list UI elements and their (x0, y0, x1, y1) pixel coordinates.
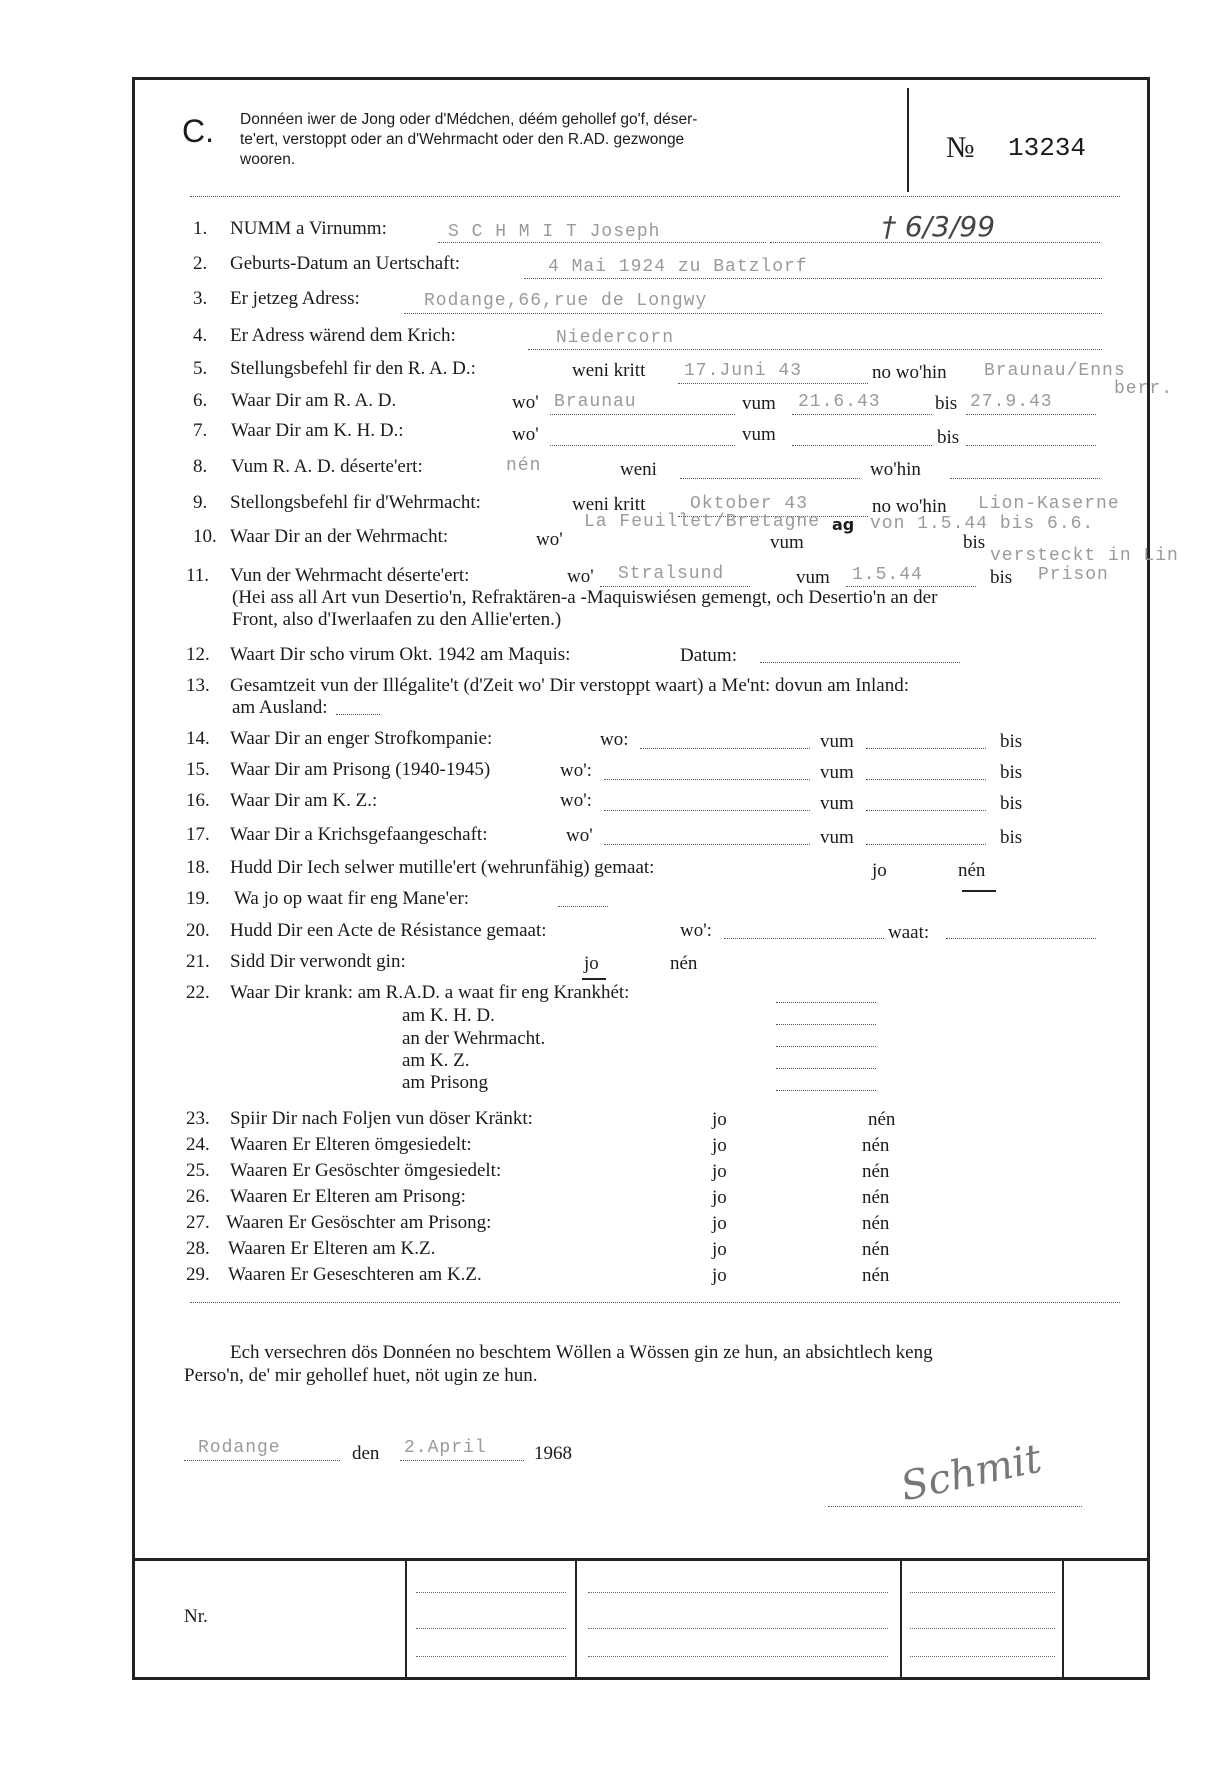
f1-line (438, 242, 766, 243)
f1-value: S C H M I T Joseph (448, 222, 661, 242)
f13-num: 13. (186, 675, 210, 696)
signature-den: den (352, 1443, 380, 1464)
footer-top-rule (132, 1558, 1147, 1561)
f18-label: Hudd Dir Iech selwer mutille'ert (wehrunfähig) gemaat: (230, 857, 655, 878)
f5-label: Stellungsbefehl fir den R. A. D.: (230, 358, 476, 379)
f11-num: 11. (186, 565, 210, 586)
f3-line (404, 313, 1102, 314)
f28-label: Waaren Er Elteren am K.Z. (228, 1238, 436, 1259)
f9-weni: weni kritt (572, 494, 646, 515)
f27-nen: nén (862, 1213, 890, 1234)
f18-nen-underline (962, 890, 996, 892)
f18-nen: nén (958, 860, 986, 881)
f14-label: Waar Dir an enger Strofkompanie: (230, 728, 493, 749)
f27-num: 27. (186, 1212, 210, 1233)
f20-label: Hudd Dir een Acte de Résistance gemaat: (230, 920, 547, 941)
f8-label: Vum R. A. D. déserte'ert: (231, 456, 423, 477)
f13-ausland: am Ausland: (232, 697, 328, 718)
f24-nen: nén (862, 1135, 890, 1156)
f3-num: 3. (193, 288, 208, 309)
f21-nen: nén (670, 953, 698, 974)
f26-label: Waaren Er Elteren am Prisong: (230, 1186, 466, 1207)
f16-wo-line (604, 810, 810, 811)
f11-wo: wo' (567, 566, 594, 587)
f20-num: 20. (186, 920, 210, 941)
footer-col3 (900, 1560, 902, 1678)
f6-wo-line (550, 414, 735, 415)
footer-cell-line (588, 1656, 888, 1657)
f12-label: Waart Dir scho virum Okt. 1942 am Maquis: (230, 644, 571, 665)
f29-num: 29. (186, 1264, 210, 1285)
f23-jo: jo (712, 1109, 727, 1130)
f26-jo: jo (712, 1187, 727, 1208)
f5-overflow: berr. (1114, 379, 1174, 399)
f17-vum-line (866, 844, 986, 845)
footer-col2 (575, 1560, 577, 1678)
f4-value: Niedercorn (556, 328, 675, 348)
f8-weni: weni (620, 459, 657, 480)
f11-vum: vum (796, 567, 830, 588)
f10-wo-value: La Feuillet/Bretagne (584, 512, 821, 532)
f9-num: 9. (193, 492, 208, 513)
f17-wo-line (604, 844, 810, 845)
f8-wohin-line (950, 478, 1100, 479)
f9-label: Stellongsbefehl fir d'Wehrmacht: (230, 492, 481, 513)
f2-line (524, 278, 1102, 279)
f10-num: 10. (193, 526, 217, 547)
f2-label: Geburts-Datum an Uertschaft: (230, 253, 461, 274)
footer-cell-line (910, 1656, 1055, 1657)
f22-line1 (776, 1002, 876, 1003)
f8-wohin: wo'hin (870, 459, 921, 480)
f6-wo-value: Braunau (554, 392, 637, 412)
f14-wo: wo: (600, 729, 629, 750)
f2-value: 4 Mai 1924 zu Batzlorf (548, 257, 808, 277)
f17-vum: vum (820, 827, 854, 848)
f10-ag: ag (832, 515, 855, 534)
f20-wo-line (724, 938, 884, 939)
footer-cell-line (588, 1592, 888, 1593)
f10-wo: wo' (536, 529, 563, 550)
f22-label: Waar Dir krank: am R.A.D. a waat fir eng Krankhét: (230, 982, 630, 1003)
f11-vum-value: 1.5.44 (852, 565, 923, 585)
f7-bis: bis (937, 427, 960, 448)
f15-bis: bis (1000, 762, 1023, 783)
footer-nr-label: Nr. (184, 1606, 208, 1627)
f13-ausland-line (336, 714, 380, 715)
f22-line5 (776, 1090, 876, 1091)
footer-cell-line (910, 1628, 1055, 1629)
footer-cell-line (416, 1592, 566, 1593)
f28-num: 28. (186, 1238, 210, 1259)
f6-bis-value: 27.9.43 (970, 392, 1053, 412)
f6-vum: vum (742, 393, 776, 414)
f14-vum: vum (820, 731, 854, 752)
f17-wo: wo' (566, 825, 593, 846)
f2-num: 2. (193, 253, 208, 274)
footer-col1 (405, 1560, 407, 1678)
form-number: 13234 (1008, 133, 1087, 163)
f19-label: Wa jo op waat fir eng Mane'er: (234, 888, 470, 909)
f15-wo: wo': (560, 760, 592, 781)
f25-jo: jo (712, 1161, 727, 1182)
f17-bis: bis (1000, 827, 1023, 848)
f5-weni: weni kritt (572, 360, 646, 381)
f16-vum: vum (820, 793, 854, 814)
f14-bis: bis (1000, 731, 1023, 752)
footer-cell-line (910, 1592, 1055, 1593)
f6-vum-line (792, 414, 932, 415)
signature-place: Rodange (198, 1438, 281, 1458)
date-line (400, 1460, 524, 1461)
footer-cell-line (416, 1628, 566, 1629)
f8-weni-line (680, 478, 860, 479)
f24-num: 24. (186, 1134, 210, 1155)
f4-num: 4. (193, 325, 208, 346)
f22-line4 (776, 1068, 876, 1069)
f17-num: 17. (186, 824, 210, 845)
f10-vum: vum (770, 532, 804, 553)
f10-vum-value: von 1.5.44 bis 6.6. (870, 514, 1095, 534)
f6-label: Waar Dir am R. A. D. (231, 390, 397, 411)
f25-label: Waaren Er Gesöschter ömgesiedelt: (230, 1160, 502, 1181)
place-line (184, 1460, 340, 1461)
f15-wo-line (604, 779, 810, 780)
f23-label: Spiir Dir nach Foljen vun döser Kränkt: (230, 1108, 533, 1129)
header-underline (190, 196, 1120, 197)
f7-vum: vum (742, 424, 776, 445)
f4-line (528, 349, 1102, 350)
f15-label: Waar Dir am Prisong (1940-1945) (230, 759, 491, 780)
signature-line (828, 1506, 1082, 1507)
f16-bis: bis (1000, 793, 1023, 814)
f11-extra: versteckt in Lin (990, 546, 1179, 566)
f4-label: Er Adress wärend dem Krich: (230, 325, 456, 346)
f18-jo: jo (872, 860, 887, 881)
f11-extra2: Prison (1038, 565, 1109, 585)
f26-nen: nén (862, 1187, 890, 1208)
f16-wo: wo': (560, 790, 592, 811)
f3-value: Rodange,66,rue de Longwy (424, 291, 708, 311)
f16-vum-line (866, 810, 986, 811)
f22-num: 22. (186, 982, 210, 1003)
header-title-line3: wooren. (240, 151, 296, 168)
f11-label: Vun der Wehrmacht déserte'ert: (230, 565, 470, 586)
f14-wo-line (640, 748, 810, 749)
f15-num: 15. (186, 759, 210, 780)
f9-nowohin: no wo'hin (872, 496, 947, 517)
f10-label: Waar Dir an der Wehrmacht: (230, 526, 449, 547)
f6-vum-value: 21.6.43 (798, 392, 881, 412)
f8-num: 8. (193, 456, 208, 477)
f29-nen: nén (862, 1265, 890, 1286)
declaration-line2: Perso'n, de' mir gehollef huet, nöt ugin ze hun. (184, 1365, 538, 1386)
f20-wo: wo': (680, 920, 712, 941)
footer-col4 (1062, 1560, 1064, 1678)
f7-label: Waar Dir am K. H. D.: (231, 420, 404, 441)
f23-num: 23. (186, 1108, 210, 1129)
f7-wo: wo' (512, 424, 539, 445)
f11-wo-value: Stralsund (618, 564, 725, 584)
header-divider (907, 88, 909, 192)
number-label: № (946, 131, 975, 164)
f7-num: 7. (193, 420, 208, 441)
f27-jo: jo (712, 1213, 727, 1234)
header-title-line2: te'ert, verstoppt oder an d'Wehrmacht oder den R.AD. gezwonge (240, 131, 685, 148)
f7-wo-line (550, 445, 735, 446)
f22-sub3: am K. Z. (402, 1050, 470, 1071)
f14-num: 14. (186, 728, 210, 749)
f29-jo: jo (712, 1265, 727, 1286)
f21-num: 21. (186, 951, 210, 972)
f11-bis: bis (990, 567, 1013, 588)
f11-note1: (Hei ass all Art vun Desertio'n, Refraktären-a -Maquiswiésen gemengt, och Desertio'n an der (232, 587, 938, 608)
f28-jo: jo (712, 1239, 727, 1260)
f12-datum: Datum: (680, 645, 737, 666)
section-letter: C. (182, 113, 214, 149)
f7-vum-line (792, 445, 932, 446)
signature-date: 2.April (404, 1438, 487, 1458)
f24-jo: jo (712, 1135, 727, 1156)
f3-label: Er jetzeg Adress: (230, 288, 360, 309)
f21-jo: jo (584, 953, 599, 974)
f6-bis-line (966, 414, 1096, 415)
footer-cell-line (416, 1656, 566, 1657)
f27-label: Waaren Er Gesöschter am Prisong: (226, 1212, 492, 1233)
f25-nen: nén (862, 1161, 890, 1182)
f9-weni-value: Oktober 43 (690, 494, 809, 514)
f22-sub4: am Prisong (402, 1072, 489, 1093)
f9-nowohin-value: Lion-Kaserne (978, 494, 1120, 514)
f19-line (558, 906, 608, 907)
f25-num: 25. (186, 1160, 210, 1181)
f23-nen: nén (868, 1109, 896, 1130)
f5-nowohin: no wo'hin (872, 362, 947, 383)
footer-bottom-rule (132, 1677, 1147, 1680)
f8-value: nén (506, 456, 542, 476)
f24-label: Waaren Er Elteren ömgesiedelt: (230, 1134, 472, 1155)
f11-note2: Front, also d'Iwerlaafen zu den Allie'erten.) (232, 609, 562, 630)
f14-vum-line (866, 748, 986, 749)
f12-datum-line (760, 662, 960, 663)
signature: Schmit (896, 1435, 1046, 1511)
f19-num: 19. (186, 888, 210, 909)
f5-weni-value: 17.Juni 43 (684, 361, 803, 381)
f1-note: † 6/3/99 (882, 210, 996, 243)
f28-nen: nén (862, 1239, 890, 1260)
f10-bis: bis (963, 532, 986, 553)
f6-num: 6. (193, 390, 208, 411)
f15-vum: vum (820, 762, 854, 783)
f5-nowohin-value: Braunau/Enns (984, 361, 1126, 381)
f16-num: 16. (186, 790, 210, 811)
f21-jo-underline (582, 978, 606, 980)
header-title-line1: Donnéen iwer de Jong oder d'Médchen, déém gehollef go'f, déser- (240, 111, 698, 128)
f20-waat: waat: (888, 922, 930, 943)
f6-wo: wo' (512, 392, 539, 413)
f12-num: 12. (186, 644, 210, 665)
top-rule (132, 77, 1147, 80)
f26-num: 26. (186, 1186, 210, 1207)
f1-num: 1. (193, 218, 208, 239)
f1-label: NUMM a Virnumm: (230, 218, 387, 239)
list-end-rule (190, 1302, 1120, 1303)
f15-vum-line (866, 779, 986, 780)
f22-sub2: an der Wehrmacht. (402, 1028, 546, 1049)
signature-year: 1968 (534, 1443, 572, 1464)
f29-label: Waaren Er Geseschteren am K.Z. (228, 1264, 482, 1285)
f16-label: Waar Dir am K. Z.: (230, 790, 378, 811)
f21-label: Sidd Dir verwondt gin: (230, 951, 406, 972)
f13-label: Gesamtzeit vun der Illégalite't (d'Zeit wo' Dir verstoppt waart) a Me'nt: dovun am Inland: (230, 675, 910, 696)
declaration-line1: Ech versechren dös Donnéen no beschtem Wöllen a Wössen gin ze hun, an absichtlech keng (230, 1342, 933, 1363)
f6-bis: bis (935, 393, 958, 414)
f22-sub1: am K. H. D. (402, 1005, 495, 1026)
f20-waat-line (946, 938, 1096, 939)
f22-line3 (776, 1046, 876, 1047)
f22-line2 (776, 1024, 876, 1025)
f17-label: Waar Dir a Krichsgefaangeschaft: (230, 824, 488, 845)
f1-line-2 (770, 242, 1100, 243)
f5-weni-line (678, 383, 868, 384)
f7-bis-line (966, 445, 1096, 446)
f5-num: 5. (193, 358, 208, 379)
f18-num: 18. (186, 857, 210, 878)
footer-cell-line (588, 1628, 888, 1629)
